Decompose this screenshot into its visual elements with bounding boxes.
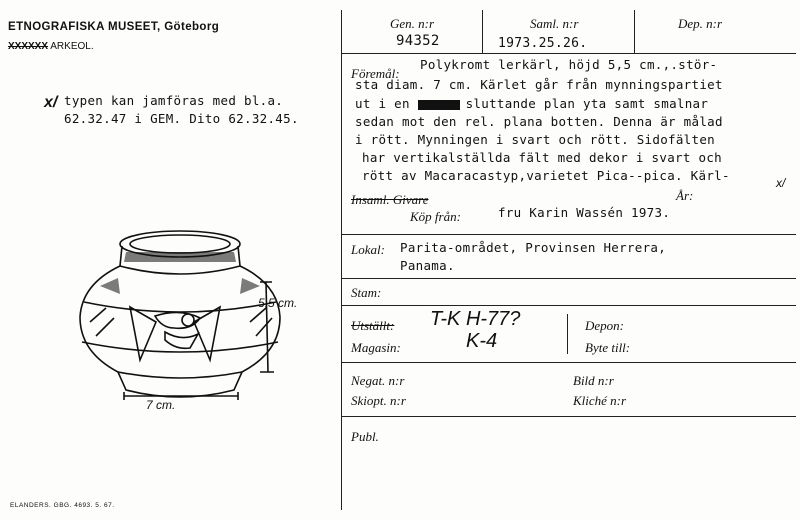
department-struck: XXXXXX xyxy=(8,41,49,52)
description-line-1: Polykromt lerkärl, höjd 5,5 cm.,.stör- xyxy=(420,57,718,72)
storage-divider xyxy=(567,314,568,354)
department-line xyxy=(8,41,94,52)
depon-label: Depon: xyxy=(585,318,624,333)
row-line-storage xyxy=(341,362,796,363)
description-line-3b: sluttande plan yta samt smalnar xyxy=(465,96,709,111)
magasin-value: K-4 xyxy=(466,330,498,352)
lokal-label: Lokal: xyxy=(351,242,385,257)
gen-nr-value: 94352 xyxy=(396,33,440,49)
insaml-label-struck: Insaml. Givare xyxy=(351,192,429,207)
lokal-line-2: Panama. xyxy=(400,258,455,273)
utstallt-value: T-K H-77? xyxy=(430,308,521,330)
bild-label: Bild n:r xyxy=(573,373,614,388)
description-line-6: har vertikalställda fält med dekor i svart och xyxy=(362,150,722,165)
width-annotation: 7 cm. xyxy=(146,398,176,412)
height-annotation: 5,5 cm. xyxy=(258,296,298,310)
description-line-3a: ut i en xyxy=(355,96,418,111)
description-line-2: sta diam. 7 cm. Kärlet går från mynningspartiet xyxy=(355,77,723,92)
note-line-1: typen kan jamföras med bl.a. xyxy=(64,93,284,108)
foremal-label: Föremål: xyxy=(351,66,400,81)
utstallt-label: Utställt: xyxy=(351,318,395,333)
printer-imprint: ELANDERS. GBG. 4693. 5. 67. xyxy=(10,502,115,509)
header-col-divider-2 xyxy=(634,10,635,53)
description-line-7: rött av Macaracastyp,varietet Pica--pica. Kärl- xyxy=(362,168,730,183)
row-line-stam xyxy=(341,305,796,306)
dep-nr-label: Dep. n:r xyxy=(678,16,723,31)
byte-till-label: Byte till: xyxy=(585,340,631,355)
museum-name: ETNOGRAFISKA MUSEET, Göteborg xyxy=(8,21,220,33)
pot-sketch xyxy=(70,222,340,417)
description-line-3 xyxy=(355,96,708,111)
ar-label: År: xyxy=(676,188,694,203)
saml-nr-label: Saml. n:r xyxy=(530,16,579,31)
row-line-lokal xyxy=(341,278,796,279)
row-line-description xyxy=(341,234,796,235)
gen-nr-label: Gen. n:r xyxy=(390,16,435,31)
description-line-4: sedan mot den rel. plana botten. Denna är målad xyxy=(355,114,723,129)
kop-fran-value: fru Karin Wassén 1973. xyxy=(498,205,671,220)
note-line-2: 62.32.47 i GEM. Dito 62.32.45. xyxy=(64,111,299,126)
description-line-5: i rött. Mynningen i svart och rött. Sidofälten xyxy=(355,132,715,147)
right-panel-border xyxy=(341,10,342,510)
saml-nr-value: 1973.25.26. xyxy=(498,36,588,51)
header-col-divider-1 xyxy=(482,10,483,53)
kliche-label: Kliché n:r xyxy=(573,393,627,408)
note-mark: x/ xyxy=(44,94,58,111)
lokal-line-1: Parita-området, Provinsen Herrera, xyxy=(400,240,667,255)
negat-label: Negat. n:r xyxy=(351,373,405,388)
stam-label: Stam: xyxy=(351,285,382,300)
skiopt-label: Skiopt. n:r xyxy=(351,393,406,408)
row-line-photo xyxy=(341,416,796,417)
department-label: ARKEOL. xyxy=(50,41,94,52)
redaction-mark xyxy=(418,100,460,110)
publ-label: Publ. xyxy=(351,429,379,444)
row-line-header xyxy=(341,53,796,54)
kop-fran-label: Köp från: xyxy=(410,209,461,224)
magasin-label: Magasin: xyxy=(351,340,401,355)
description-end-mark: x/ xyxy=(776,176,786,190)
